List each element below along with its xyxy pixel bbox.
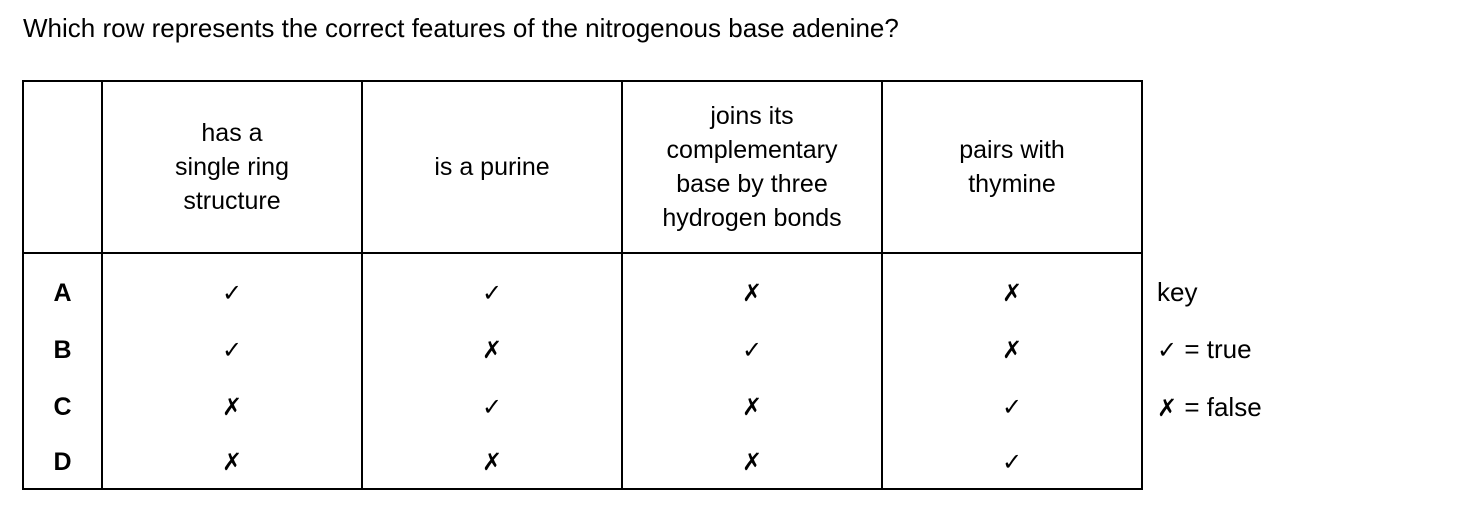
- row-label: C: [23, 379, 102, 436]
- check-mark-icon: ✓: [1001, 447, 1023, 476]
- table-cell: [362, 322, 622, 379]
- check-mark-icon: ✓: [481, 393, 503, 421]
- table-cell: [362, 379, 622, 436]
- cross-mark-icon: ✗: [741, 278, 763, 307]
- header-line: complementary: [666, 136, 838, 164]
- cross-mark-icon: ✗: [1001, 278, 1023, 307]
- cross-mark-icon: ✗: [1001, 336, 1023, 364]
- table-cell: [362, 436, 622, 489]
- table-cell: [102, 436, 362, 489]
- question-text: Which row represents the correct features of the nitrogenous base adenine?: [23, 13, 899, 43]
- table-row-d: [23, 436, 1142, 489]
- header-cell-purine: [362, 81, 622, 253]
- key-title: key: [1157, 277, 1198, 307]
- header-cell-thymine: [882, 81, 1142, 253]
- table-cell: [622, 322, 882, 379]
- header-line: base by three: [676, 170, 828, 198]
- check-mark-icon: ✓: [1001, 393, 1023, 421]
- table-row-c: [23, 379, 1142, 436]
- table-cell: [102, 322, 362, 379]
- table-cell: [622, 436, 882, 489]
- check-mark-icon: ✓: [741, 336, 763, 364]
- header-line: joins its: [710, 102, 794, 130]
- cross-mark-icon: ✗: [481, 336, 503, 364]
- key-true-text: = true: [1184, 334, 1252, 364]
- header-row: [23, 81, 1142, 253]
- header-line: single ring: [175, 153, 289, 181]
- header-line: thymine: [968, 170, 1056, 198]
- header-line: pairs with: [959, 136, 1065, 164]
- check-mark-icon: ✓: [481, 278, 503, 307]
- key-false-entry: [1157, 391, 1262, 424]
- table-cell: [882, 253, 1142, 322]
- row-label: B: [23, 322, 102, 379]
- table-cell: [882, 379, 1142, 436]
- row-label: A: [23, 253, 102, 322]
- row-label: D: [23, 436, 102, 489]
- header-line: structure: [183, 187, 281, 215]
- features-table: [22, 80, 1143, 490]
- table-cell: [622, 379, 882, 436]
- header-line: is a purine: [434, 153, 550, 181]
- header-cell-empty: [23, 81, 102, 253]
- cross-mark-icon: ✗: [221, 393, 243, 421]
- table-row-b: [23, 322, 1142, 379]
- cross-mark-icon: ✗: [741, 393, 763, 421]
- key-true-entry: [1157, 333, 1252, 366]
- table-cell: [102, 253, 362, 322]
- table-cell: [362, 253, 622, 322]
- cross-mark-icon: ✗: [1157, 394, 1178, 422]
- table-cell: [882, 436, 1142, 489]
- cross-mark-icon: ✗: [481, 447, 503, 476]
- key-false-text: = false: [1184, 392, 1262, 422]
- table-cell: [102, 379, 362, 436]
- check-mark-icon: ✓: [1157, 336, 1178, 364]
- table-row-a: [23, 253, 1142, 322]
- header-line: has a: [201, 119, 263, 147]
- check-mark-icon: ✓: [221, 278, 243, 307]
- header-cell-single-ring: [102, 81, 362, 253]
- cross-mark-icon: ✗: [741, 447, 763, 476]
- cross-mark-icon: ✗: [221, 447, 243, 476]
- check-mark-icon: ✓: [221, 336, 243, 364]
- header-line: hydrogen bonds: [662, 204, 842, 232]
- table-cell: [622, 253, 882, 322]
- header-cell-hydrogen-bonds: [622, 81, 882, 253]
- table-cell: [882, 322, 1142, 379]
